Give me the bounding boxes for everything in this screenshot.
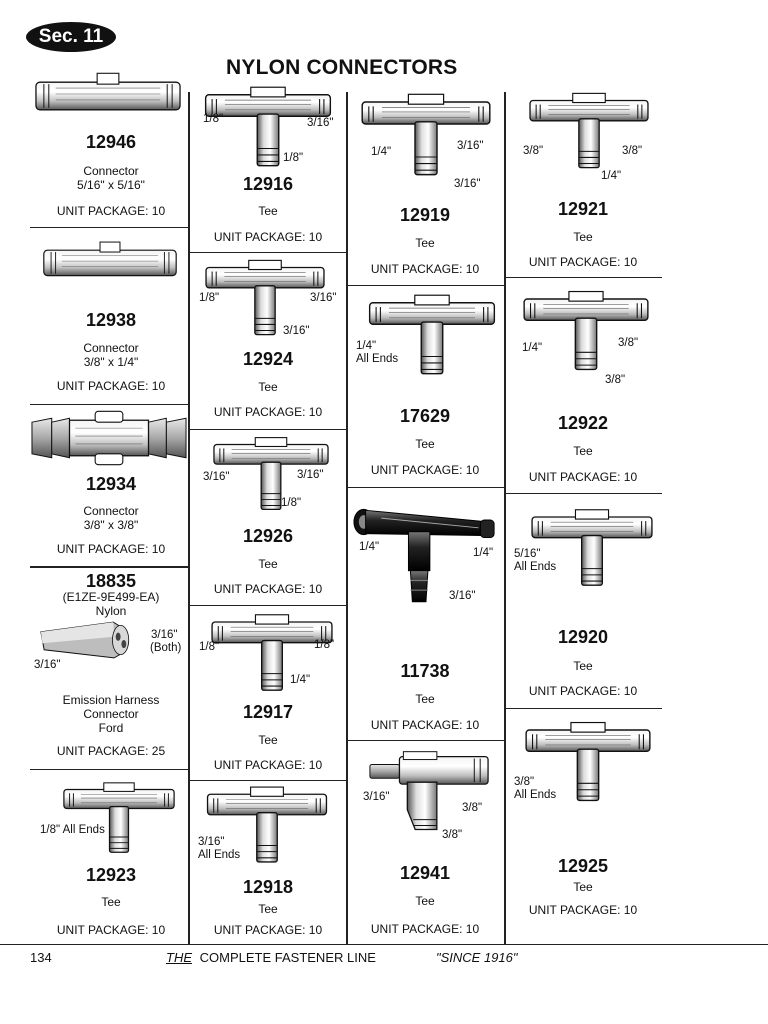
part-desc-12924: Tee [258,380,278,394]
dim-line: All Ends [514,561,557,573]
part-number-12926: 12926 [242,526,294,546]
unit-package-12920: UNIT PACKAGE: 10 [528,684,638,698]
part-number-11738: 11738 [400,661,450,681]
section-badge: Sec. 11 [26,22,116,52]
part-desc-17629: Tee [415,437,435,451]
dim-label: 3/16" [203,471,230,483]
part-number-12925: 12925 [557,856,609,876]
unit-package-12924: UNIT PACKAGE: 10 [213,405,323,419]
dim-label: 3/16" [283,325,310,337]
part-desc-12922: Tee [573,444,593,458]
desc-line: 3/8" x 3/8" [83,518,139,532]
unit-package-12921: UNIT PACKAGE: 10 [528,255,638,269]
dim-label: 1/8" [199,292,220,304]
tee-12923-image [62,780,176,856]
dim-label: (Both) [150,642,182,654]
dim-label: 3/16" [307,117,334,129]
column-divider [188,92,190,944]
tee-12917-image [210,610,334,696]
footer-since: "SINCE 1916" [436,950,518,965]
dim-label: 1/8" [283,152,304,164]
dim-label: 3/8" [462,802,483,814]
row-divider [30,769,188,770]
footer-rule [0,944,768,945]
tee-12919-image [360,90,492,180]
unit-package-11738: UNIT PACKAGE: 10 [370,718,480,732]
dim-line: All Ends [198,849,241,861]
part-desc-12919: Tee [415,236,435,250]
dim-label: 1/4" [601,170,622,182]
dim-line: 3/16" [198,836,225,848]
part-number-12924: 12924 [242,349,294,369]
connector-12938-image [42,238,178,286]
dim-label: 3/8" [605,374,626,386]
part-desc-12941: Tee [415,894,435,908]
desc-line: Emission Harness [62,693,160,707]
dim-label: 3/16" [363,791,390,803]
part-number-17629: 17629 [399,406,451,426]
row-divider [504,708,662,709]
page-number: 134 [30,950,52,965]
tee-12922-image [522,288,650,374]
part-desc-18835 [36,693,186,735]
dim-label: 3/16" [297,469,324,481]
row-divider [188,780,346,781]
row-divider [346,740,504,741]
unit-package-12916: UNIT PACKAGE: 10 [213,230,323,244]
column-divider [504,92,506,944]
dim-line: 1/4" [356,340,377,352]
unit-package-12919: UNIT PACKAGE: 10 [370,262,480,276]
dim-label: 3/8" [618,337,639,349]
part-number-18835: 18835 [85,571,137,591]
dim-label: 3/16" [34,659,61,671]
row-divider [504,493,662,494]
unit-package-17629: UNIT PACKAGE: 10 [370,463,480,477]
part-number-12921: 12921 [557,199,609,219]
part-number-12922: 12922 [557,413,609,433]
part-number-12918: 12918 [242,877,294,897]
dim-label: 1/4" [290,674,311,686]
desc-line: Nylon [95,604,127,618]
unit-package-12946: UNIT PACKAGE: 10 [56,204,166,218]
dim-label: 1/8" [203,113,224,125]
unit-package-12918: UNIT PACKAGE: 10 [213,923,323,937]
dim-line: 3/8" [514,776,535,788]
desc-line: Ford [98,721,124,735]
unit-package-12917: UNIT PACKAGE: 10 [213,758,323,772]
desc-line: 5/16" x 5/16" [77,178,145,192]
part-desc-12938 [36,341,186,369]
part-number-12946: 12946 [85,132,137,152]
part-number-12923: 12923 [85,865,137,885]
dim-line: 5/16" [514,548,541,560]
desc-line: Connector [83,504,139,518]
part-desc-12917: Tee [258,733,278,747]
unit-package-12926: UNIT PACKAGE: 10 [213,582,323,596]
column-divider [346,92,348,944]
dim-label: 3/8" [523,145,544,157]
dim-line: All Ends [356,353,399,365]
row-divider [504,277,662,278]
row-divider [30,566,188,568]
dim-label: 3/16" [457,140,484,152]
part-desc-12921: Tee [573,230,593,244]
dim-label: 1/8" [281,497,302,509]
part-desc-12916: Tee [258,204,278,218]
row-divider [30,404,188,405]
part-desc-12934 [36,504,186,532]
footer-tagline [166,950,376,965]
connector-12934-image [30,408,188,468]
connector-12946-image [34,70,182,120]
dim-label: 3/8" [442,829,463,841]
part-desc-12925: Tee [573,880,593,894]
desc-line: (E1ZE-9E499-EA) [62,590,160,604]
part-desc-12918: Tee [258,902,278,916]
dim-label: 1/4" [371,146,392,158]
dim-label: 1/8" [199,641,220,653]
dim-label: 3/8" [622,145,643,157]
desc-line: Connector [83,341,139,355]
part-number-12934: 12934 [85,474,137,494]
row-divider [30,227,188,228]
dim-label [198,836,240,862]
dim-label: 3/16" [454,178,481,190]
footer-the: THE [166,950,192,965]
footer-line-text: COMPLETE FASTENER LINE [199,950,376,965]
dim-label [356,340,398,366]
dim-label: 1/4" [359,541,380,553]
dim-line: All Ends [514,789,557,801]
row-divider [346,285,504,286]
unit-package-12923: UNIT PACKAGE: 10 [56,923,166,937]
dim-label [514,548,556,574]
part-desc-12946 [36,164,186,192]
dim-label: 3/16" [310,292,337,304]
desc-line: Connector [83,707,139,721]
page-title: NYLON CONNECTORS [226,56,458,79]
dim-label: 1/8" All Ends [40,824,105,836]
desc-line: Connector [83,164,139,178]
part-number-12916: 12916 [242,174,294,194]
unit-package-12925: UNIT PACKAGE: 10 [528,903,638,917]
dim-label [514,776,556,802]
dim-label: 1/4" [473,547,494,559]
row-divider [188,429,346,430]
unit-package-12934: UNIT PACKAGE: 10 [56,542,166,556]
part-number-12941: 12941 [399,863,451,883]
row-divider [188,605,346,606]
row-divider [346,487,504,488]
row-divider [188,252,346,253]
part-number-12920: 12920 [557,627,609,647]
tee-12921-image [528,88,650,174]
dim-label: 1/8" [314,639,335,651]
part-desc-11738: Tee [415,692,435,706]
part-desc-12923: Tee [101,895,121,909]
part-desc-12926: Tee [258,557,278,571]
unit-package-12941: UNIT PACKAGE: 10 [370,922,480,936]
part-number-12917: 12917 [242,702,294,722]
dim-label: 1/4" [522,342,543,354]
part-desc-12920: Tee [573,659,593,673]
unit-package-18835: UNIT PACKAGE: 25 [56,744,166,758]
part-number-12938: 12938 [85,310,137,330]
dim-label: 3/16" [151,629,178,641]
dim-label: 3/16" [449,590,476,602]
unit-package-12922: UNIT PACKAGE: 10 [528,470,638,484]
part-number-12919: 12919 [399,205,451,225]
unit-package-12938: UNIT PACKAGE: 10 [56,379,166,393]
desc-line: 3/8" x 1/4" [83,355,139,369]
